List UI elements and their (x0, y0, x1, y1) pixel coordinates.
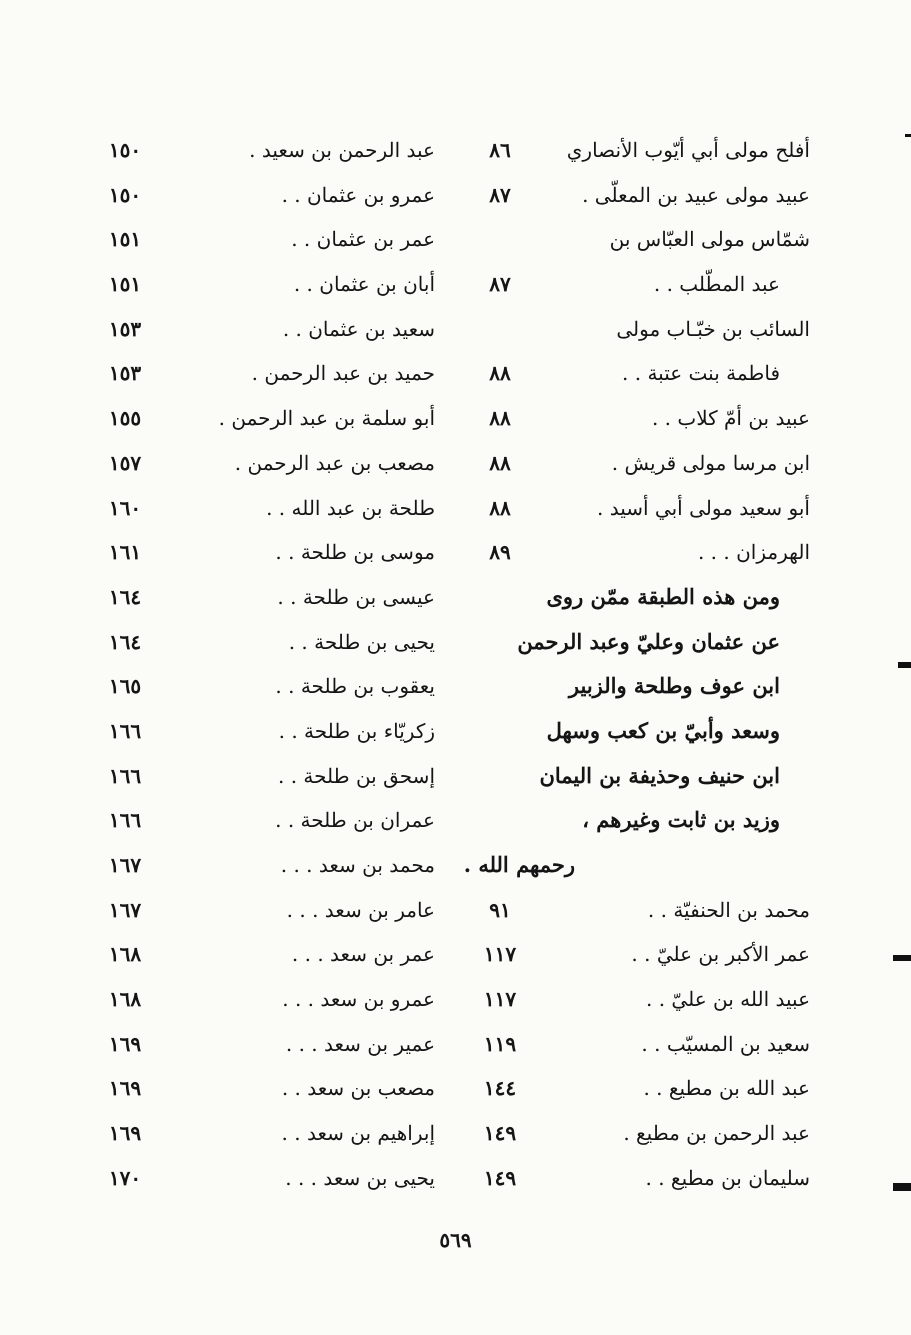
entry-name: عبد الله بن مطيع . . (643, 1076, 810, 1101)
entry-name: أفلح مولى أبي أيّوب الأنصاري (566, 138, 810, 162)
entry-name: عمرو بن عثمان . . (281, 182, 435, 207)
section-heading-line (470, 709, 810, 754)
index-entry (470, 217, 810, 262)
entry-name: أبو سعيد مولى أبي أسيد . (597, 495, 810, 520)
entry-page-number: ١٦٦ (108, 763, 142, 788)
entry-name: عمر بن عثمان . . (291, 227, 435, 252)
entry-name: شمّاس مولى العبّاس بن (609, 227, 810, 252)
entry-name: عبد الرحمن بن مطيع . (623, 1121, 810, 1146)
entry-page-number: ١٥١ (108, 272, 142, 297)
index-entry (470, 530, 810, 575)
heading-text: عن عثمان وعليّ وعبد الرحمن (517, 628, 780, 654)
scan-edge-mark (905, 134, 911, 137)
entry-name: عمر الأكبر بن عليّ . . (631, 942, 810, 967)
entry-page-number: ١٦٠ (108, 495, 142, 520)
entry-name: السائب بن خبّـاب مولى (616, 316, 810, 341)
heading-text: وزيد بن ثابت وغيرهم ، (582, 807, 780, 833)
entry-name: حميد بن عبد الرحمن . (251, 361, 435, 386)
entry-name: عبد المطّلب . . (653, 272, 780, 297)
entry-page-number: ١٦٧ (108, 897, 142, 922)
index-entry (95, 932, 435, 977)
index-entry (470, 396, 810, 441)
entry-page-number: ٨٧ (489, 272, 511, 297)
entry-name: يحيى بن طلحة . . (288, 629, 435, 654)
right-index-column (463, 128, 810, 1201)
entry-name: طلحة بن عبد الله . . (266, 495, 435, 520)
index-entry (470, 932, 810, 977)
entry-name: عبيد مولى عبيد بن المعلّى . (582, 182, 810, 207)
entry-name: إبراهيم بن سعد . . (281, 1121, 435, 1146)
entry-name: أبو سلمة بن عبد الرحمن . (218, 406, 435, 431)
index-entry (95, 664, 435, 709)
section-heading-line (463, 843, 810, 888)
entry-page-number: ١٦١ (108, 540, 142, 565)
entry-page-number: ١٧٠ (108, 1165, 142, 1190)
scan-edge-mark (893, 1183, 911, 1191)
entry-name: أبان بن عثمان . . (293, 272, 435, 297)
section-heading-line (470, 620, 810, 665)
entry-page-number: ١٦٥ (108, 674, 142, 699)
entry-page-number: ٨٨ (489, 450, 511, 475)
entry-page-number: ١٦٦ (108, 718, 142, 743)
index-entry (95, 1156, 435, 1201)
entry-name: زكريّاء بن طلحة . . (278, 718, 435, 743)
entry-name: فاطمة بنت عتبة . . (622, 361, 780, 386)
index-entry (470, 1156, 810, 1201)
entry-page-number: ١٦٦ (108, 808, 142, 833)
index-entry (95, 977, 435, 1022)
entry-name: الهرمزان . . . (697, 540, 810, 565)
index-entry (95, 620, 435, 665)
index-entry (95, 798, 435, 843)
index-entry (95, 575, 435, 620)
entry-page-number: ١١٧ (483, 987, 517, 1012)
scan-edge-mark (898, 662, 911, 668)
entry-page-number: ٨٦ (489, 138, 511, 162)
entry-name: عبيد بن أمّ كلاب . . (651, 406, 810, 431)
entry-page-number: ١١٩ (483, 1031, 517, 1056)
index-entry (95, 754, 435, 799)
index-entry (470, 307, 810, 352)
entry-page-number: ٩١ (489, 897, 511, 922)
entry-page-number: ١٦٤ (108, 584, 142, 609)
entry-name: عمر بن سعد . . . (291, 942, 435, 967)
entry-page-number: ٨٩ (489, 540, 511, 565)
entry-page-number: ١١٧ (483, 942, 517, 967)
entry-name: عمير بن سعد . . . (285, 1031, 435, 1056)
entry-name: سليمان بن مطيع . . (645, 1165, 810, 1190)
entry-name: محمد بن الحنفيّة . . (647, 897, 810, 922)
entry-page-number: ١٤٤ (483, 1076, 517, 1101)
section-heading-line (470, 575, 810, 620)
entry-name: عبيد الله بن عليّ . . (645, 987, 810, 1012)
heading-text: ابن عوف وطلحة والزبير (568, 673, 780, 699)
entry-page-number: ٨٨ (489, 495, 511, 520)
index-entry (470, 441, 810, 486)
index-entry (95, 888, 435, 933)
index-entry (95, 530, 435, 575)
entry-name: ابن مرسا مولى قريش . (611, 450, 810, 475)
index-entry (95, 843, 435, 888)
scan-edge-mark (893, 955, 911, 961)
heading-text: ابن حنيف وحذيفة بن اليمان (539, 762, 780, 788)
entry-name: موسى بن طلحة . . (275, 540, 435, 565)
entry-name: عمران بن طلحة . . (275, 808, 435, 833)
entry-name: عبد الرحمن بن سعيد . (249, 138, 435, 162)
index-entry (470, 1022, 810, 1067)
index-entry (95, 351, 435, 396)
entry-page-number: ٨٧ (489, 182, 511, 207)
entry-name: مصعب بن عبد الرحمن . (234, 450, 435, 475)
entry-name: محمد بن سعد . . . (280, 853, 435, 877)
entry-page-number: ١٥٠ (108, 138, 142, 162)
index-entry (95, 709, 435, 754)
index-entry (470, 1066, 810, 1111)
index-entry (95, 307, 435, 352)
entry-name: سعيد بن عثمان . . (282, 316, 435, 341)
entry-name: عيسى بن طلحة . . (277, 584, 435, 609)
heading-text: وسعد وأبيّ بن كعب وسهل (546, 717, 780, 743)
entry-name: مصعب بن سعد . . (281, 1076, 435, 1101)
entry-name: عامر بن سعد . . . (286, 897, 435, 922)
entry-page-number: ١٥١ (108, 227, 142, 252)
entry-page-number: ١٦٧ (108, 853, 142, 877)
heading-text: رحمهم الله . (463, 852, 575, 877)
entry-name: يعقوب بن طلحة . . (275, 674, 435, 699)
entry-name: يحيى بن سعد . . . (285, 1165, 435, 1190)
entry-page-number: ١٥٠ (108, 182, 142, 207)
entry-page-number: ١٦٩ (108, 1031, 142, 1056)
index-entry (95, 441, 435, 486)
section-heading-line (470, 754, 810, 799)
index-entry (95, 1022, 435, 1067)
entry-page-number: ١٥٣ (108, 316, 142, 341)
entry-page-number: ٨٨ (489, 406, 511, 431)
index-entry (470, 351, 810, 396)
section-heading-line (470, 664, 810, 709)
index-entry (95, 1066, 435, 1111)
entry-page-number: ١٤٩ (483, 1121, 517, 1146)
left-index-column (95, 128, 435, 1201)
entry-name: عمرو بن سعد . . . (282, 987, 435, 1012)
index-entry (470, 1111, 810, 1156)
entry-page-number: ١٦٨ (108, 987, 142, 1012)
entry-name: سعيد بن المسيّب . . (641, 1031, 810, 1056)
entry-name: إسحق بن طلحة . . (277, 763, 435, 788)
section-heading-line (470, 798, 810, 843)
entry-page-number: ٨٨ (489, 361, 511, 386)
index-entry (470, 262, 810, 307)
index-entry (470, 128, 810, 173)
entry-page-number: ١٦٩ (108, 1076, 142, 1101)
entry-page-number: ١٦٩ (108, 1121, 142, 1146)
entry-page-number: ١٥٧ (108, 450, 142, 475)
index-entry (95, 1111, 435, 1156)
entry-page-number: ١٦٨ (108, 942, 142, 967)
index-entry (470, 486, 810, 531)
index-entry (95, 486, 435, 531)
entry-page-number: ١٤٩ (483, 1165, 517, 1190)
entry-page-number: ١٥٣ (108, 361, 142, 386)
index-entry (95, 217, 435, 262)
index-entry (470, 173, 810, 218)
entry-page-number: ١٥٥ (108, 406, 142, 431)
index-entry (95, 262, 435, 307)
index-entry (95, 128, 435, 173)
entry-page-number: ١٦٤ (108, 629, 142, 654)
index-entry (95, 173, 435, 218)
heading-text: ومن هذه الطبقة ممّن روى (546, 583, 780, 609)
index-entry (470, 977, 810, 1022)
index-entry (95, 396, 435, 441)
index-entry (470, 888, 810, 933)
page-number: ٥٦٩ (439, 1228, 472, 1252)
